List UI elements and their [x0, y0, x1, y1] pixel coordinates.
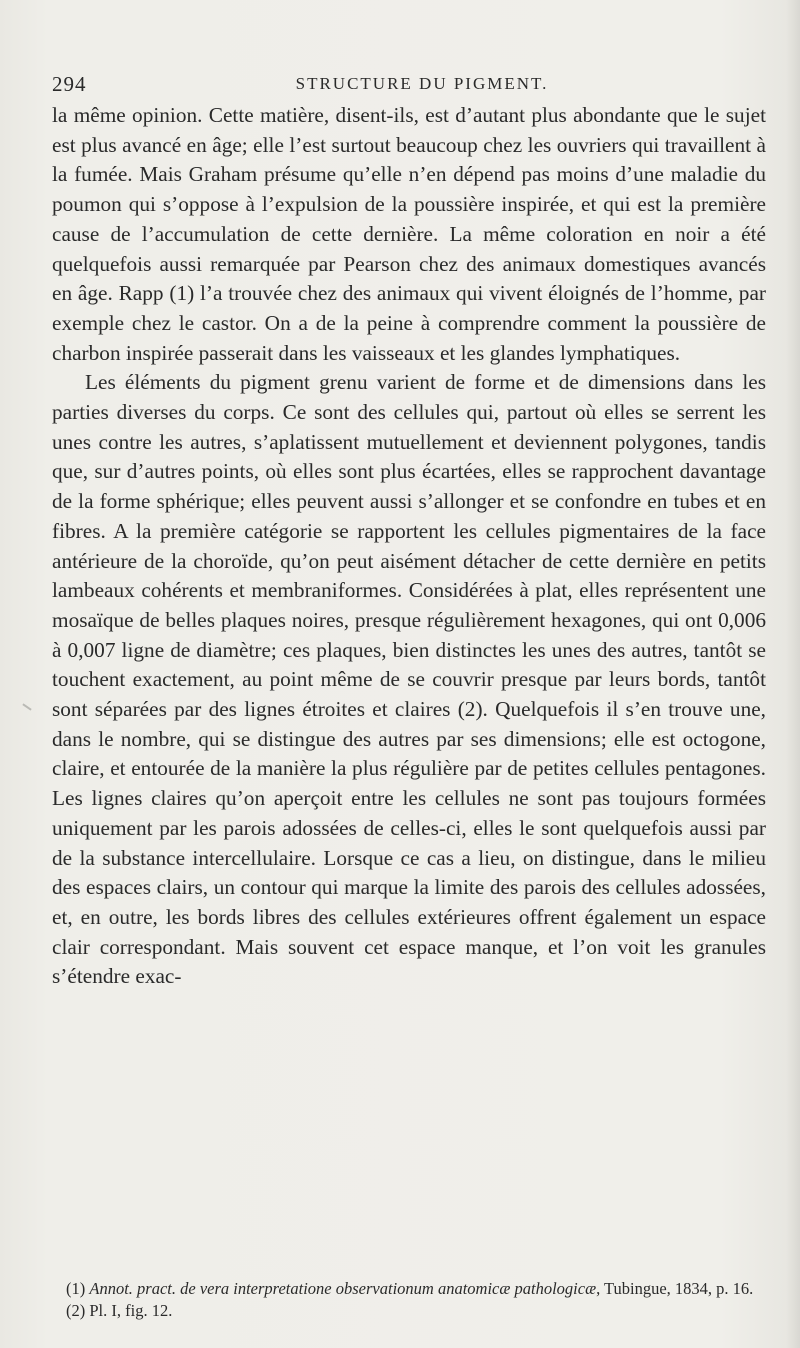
- page-number: 294: [52, 72, 87, 96]
- footnote-1: [66, 1278, 766, 1300]
- running-head: STRUCTURE DU PIGMENT.: [295, 74, 549, 93]
- footnote-2: (2) Pl. I, fig. 12.: [66, 1301, 173, 1320]
- page-edge-shadow: [786, 0, 800, 1348]
- paragraph-continuation: la même opinion. Cette matière, disent-ils, est d’autant plus abondante que le sujet est plus avancé en âge; elle l’est surtout beaucoup chez les ouvriers qui travaillent à la fumée. Mais Graham présume qu’elle n’en dépend pas moins d’une maladie du poumon qui s’oppose à l’expulsion de la poussière inspirée, et qui est la première cause de l’accumulation de cette dernière. La même coloration en noir a été quelquefois aussi remarquée par Pearson chez des animaux domestiques avancés en âge. Rapp (1) l’a trouvée chez des animaux qui vivent éloignés de l’homme, par exemple chez le castor. On a de la peine à comprendre comment la poussière de charbon inspirée passerait dans les vaisseaux et les glandes lymphatiques.: [52, 103, 766, 365]
- margin-pencil-mark: [22, 703, 31, 710]
- paragraph-pigment-elements: Les éléments du pigment grenu varient de forme et de dimensions dans les parties diverses du corps. Ce sont des cellules qui, partout où elles se serrent les unes contre les autres, s’aplatissent mutuellement et deviennent polygones, tandis que, sur d’autres points, où elles sont plus écartées, elles se rapprochent davantage de la forme sphérique; elles peuvent aussi s’allonger et se confondre en tubes et en fibres. A la première catégorie se rapportent les cellules pigmentaires de la face antérieure de la choroïde, qu’on peut aisément détacher de cette dernière en petits lambeaux cohérents et membraniformes. Considérées à plat, elles représentent une mosaïque de belles plaques noires, presque régulièrement hexagones, qui ont 0,006 à 0,007 ligne de diamètre; ces plaques, bien distinctes les unes des autres, tantôt se touchent exactement, au point même de se couvrir presque par leurs bords, tantôt sont séparées par des lignes étroites et claires (2). Quelquefois il s’en trouve une, dans le nombre, qui se distingue des autres par ses dimensions; elle est octogone, claire, et entourée de la manière la plus régulière par de petites cellules pentagones. Les lignes claires qu’on aperçoit entre les cellules ne sont pas toujours formées uniquement par les parois adossées de celles-ci, elles le sont quelquefois aussi par de la substance intercellulaire. Lorsque ce cas a lieu, on distingue, dans le milieu des espaces clairs, un contour qui marque la limite des parois des cellules adossées, et, en outre, les bords libres des cellules extérieures offrent également un espace clair correspondant. Mais souvent cet espace manque, et l’on voit les granules s’étendre exac-: [52, 370, 766, 989]
- body-text: [52, 101, 766, 992]
- footnote-1-mark: (1): [66, 1279, 86, 1298]
- footnotes: [66, 1278, 766, 1322]
- footnote-1-details: , Tubingue, 1834, p. 16.: [596, 1279, 754, 1298]
- footnote-1-title: Annot. pract. de vera interpretatione observationum anatomicæ pathologicæ: [89, 1279, 597, 1298]
- page-header: [52, 72, 764, 100]
